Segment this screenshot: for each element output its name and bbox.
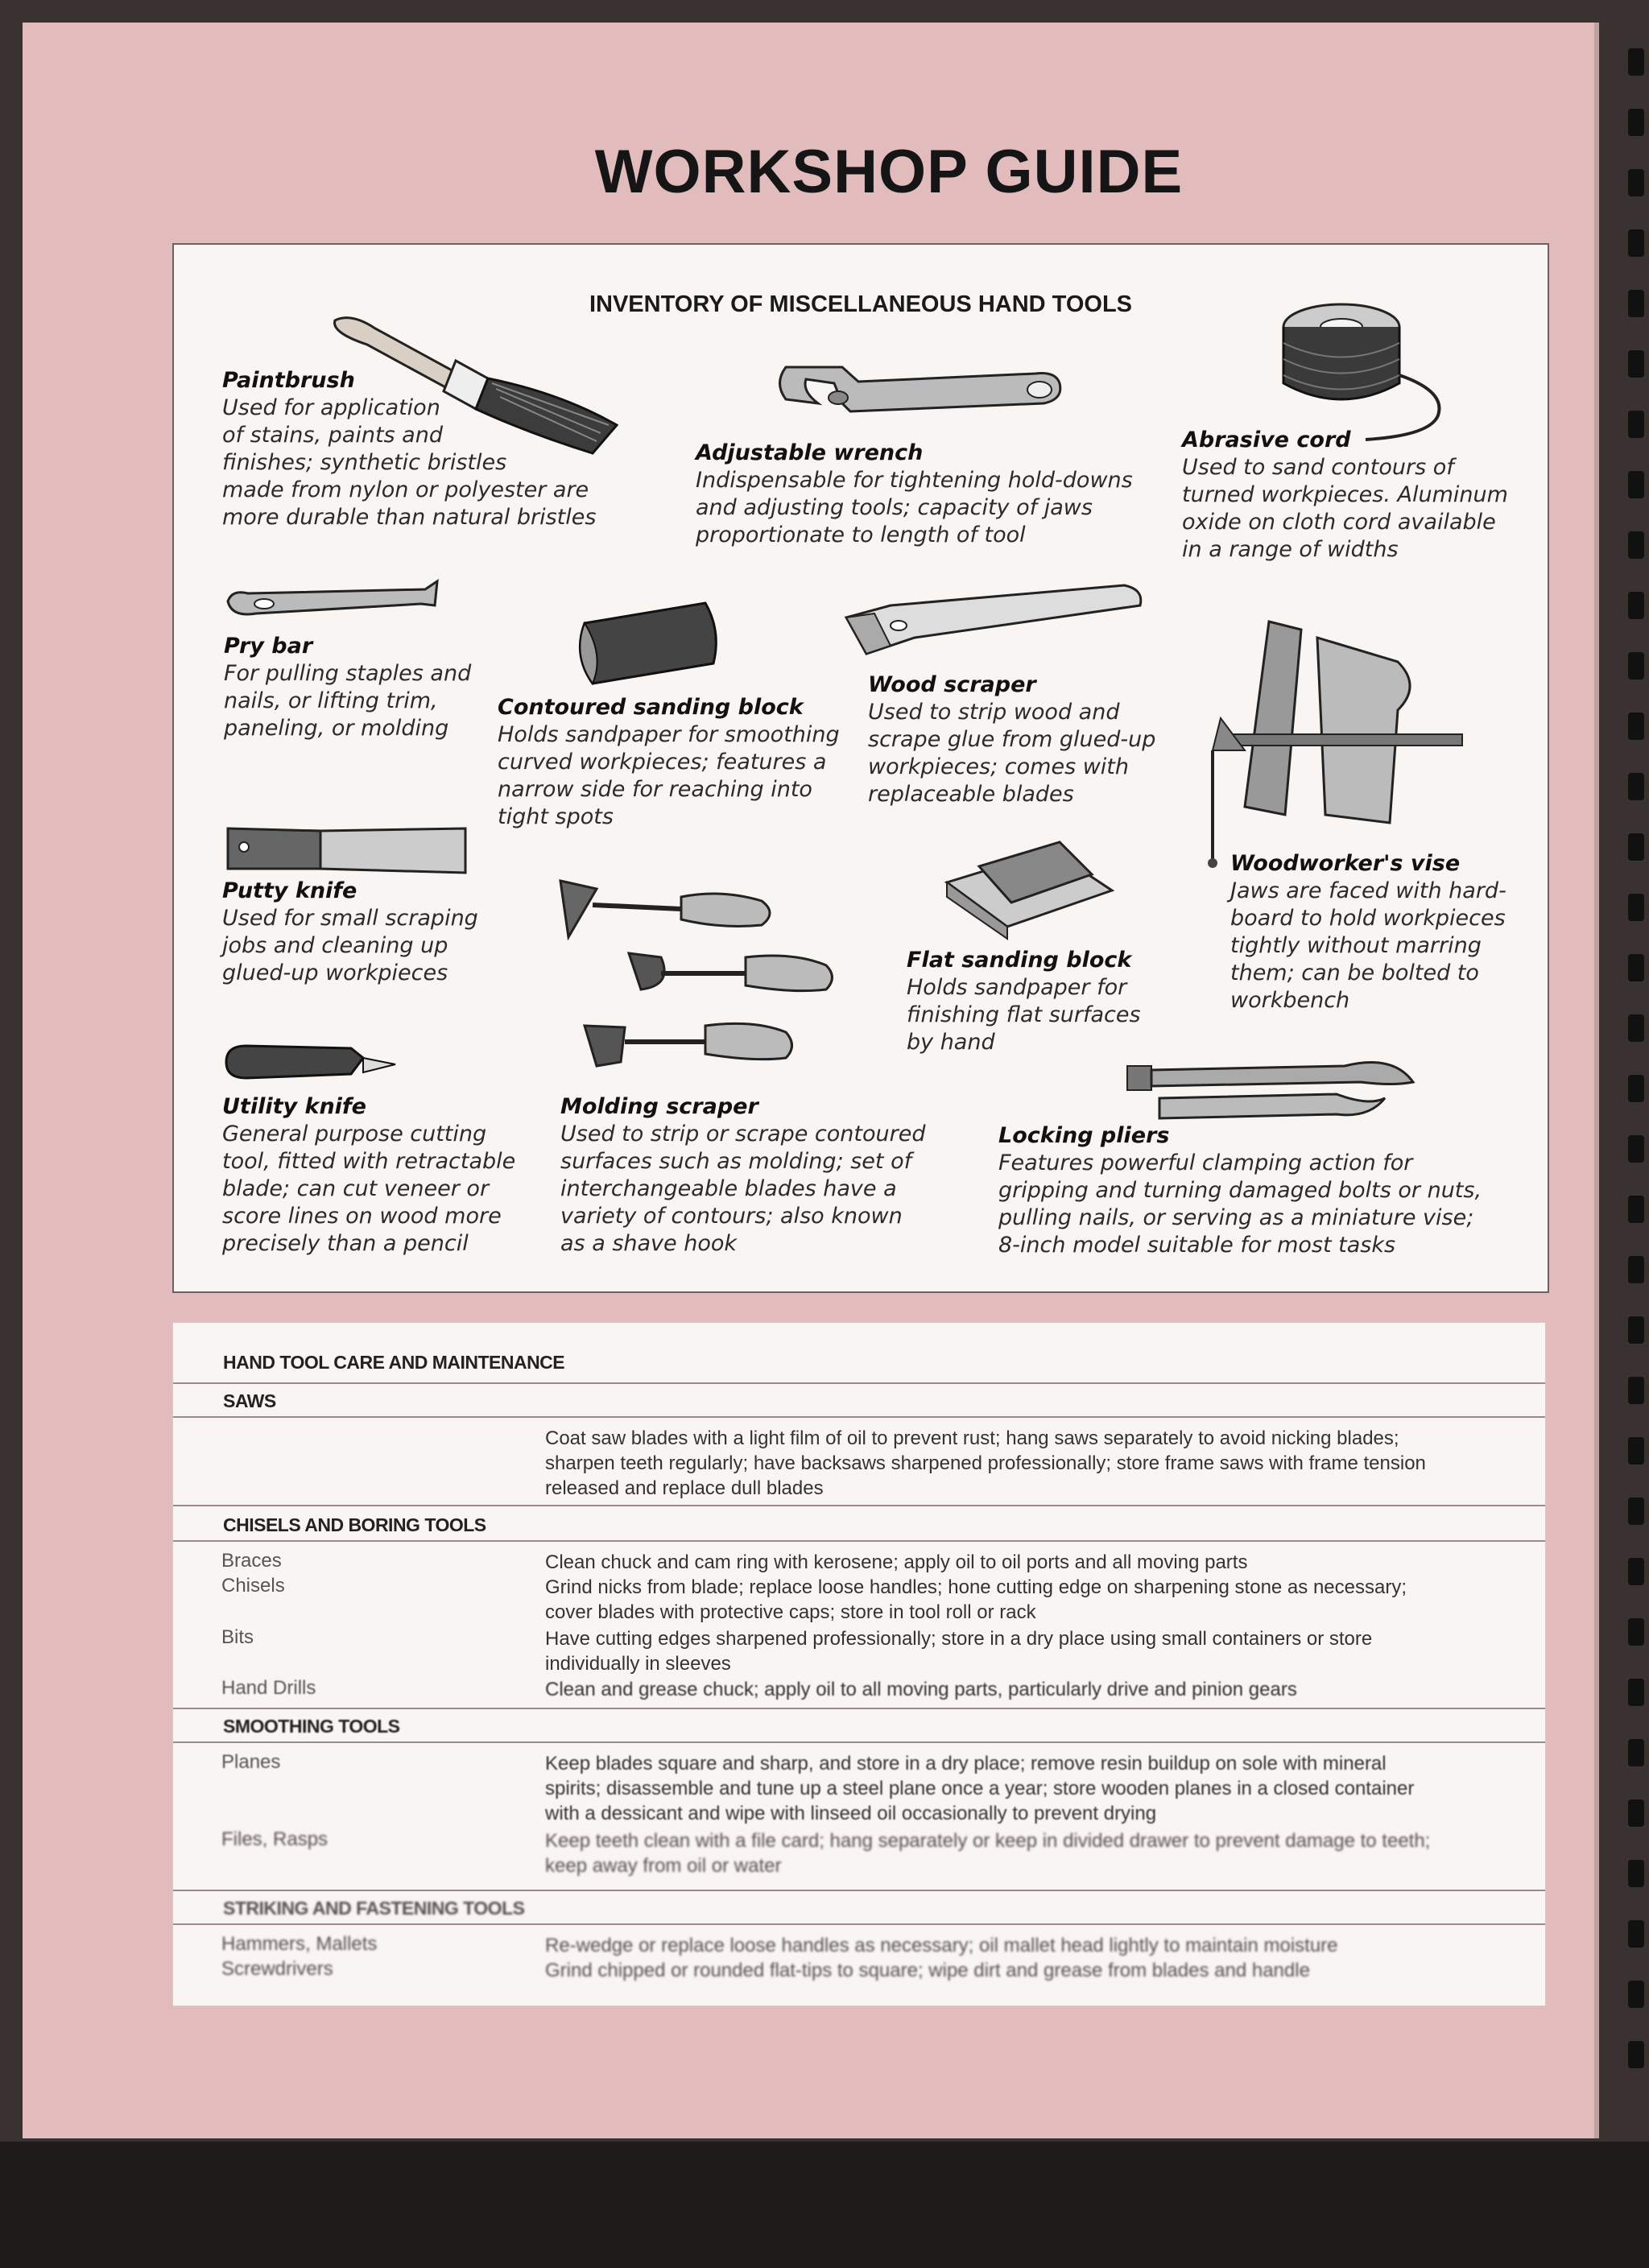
tool-abrasive-cord (1182, 427, 1508, 564)
tool-desc-line: Holds sandpaper for (907, 975, 1127, 1000)
tool-name: Abrasive cord (1182, 428, 1351, 452)
binding-ring (1628, 1860, 1644, 1887)
binding-ring (1628, 1014, 1644, 1042)
binding-ring (1628, 471, 1644, 498)
page-title: WORKSHOP GUIDE (594, 138, 1184, 206)
tool-adjustable-wrench (696, 440, 1133, 549)
care-line: cover blades with protective caps; store in tool roll or rack (545, 1601, 1036, 1623)
tool-wood-scraper (868, 671, 1155, 808)
binding-ring (1628, 1377, 1644, 1404)
tool-name: Contoured sanding block (498, 695, 804, 720)
care-line: sharpen teeth regularly; have backsaws sharpened professionally; store frame saws with frame tension (545, 1452, 1426, 1474)
tool-desc-line: turned workpieces. Aluminum (1182, 482, 1508, 507)
woodworkers-vise-illustration (1196, 613, 1470, 871)
tool-desc-line: workpieces; comes with (868, 754, 1129, 779)
tool-desc-line: board to hold workpieces (1230, 906, 1506, 931)
tool-desc-line: For pulling staples and (224, 661, 472, 686)
tool-desc-line: tool, fitted with retractable (222, 1149, 516, 1174)
desk-surface (0, 2142, 1649, 2268)
tool-desc-line: workbench (1230, 988, 1350, 1013)
binding-ring (1628, 1920, 1644, 1948)
care-text (545, 1828, 1519, 1878)
binding-ring (1628, 833, 1644, 861)
utility-knife-illustration (222, 1042, 399, 1082)
tool-desc-line: finishes; synthetic bristles (222, 450, 507, 475)
care-text (545, 1751, 1519, 1826)
tool-desc-line: interchangeable blades have a (560, 1176, 897, 1201)
binding-ring (1628, 1316, 1644, 1344)
tool-desc-line: variety of contours; also known (560, 1204, 903, 1229)
tool-desc-line: General purpose cutting (222, 1122, 487, 1146)
care-line: released and replace dull blades (545, 1477, 824, 1499)
wood-scraper-illustration (842, 581, 1148, 662)
tool-item: Planes (221, 1751, 281, 1773)
tool-woodworkers-vise (1230, 850, 1506, 1014)
putty-knife-illustration (224, 824, 473, 881)
binding-ring (1628, 1558, 1644, 1585)
contoured-sanding-block-illustration (568, 599, 729, 696)
flat-sanding-block-illustration (931, 842, 1116, 947)
binding-ring (1628, 1679, 1644, 1706)
tool-item: Bits (221, 1626, 254, 1648)
care-line: Coat saw blades with a light film of oil to prevent rust; hang saws separately to avoid nicking blades; (545, 1427, 1399, 1449)
tool-desc-line: narrow side for reaching into (498, 777, 812, 802)
binding-ring (1628, 1739, 1644, 1766)
binding-ring (1628, 592, 1644, 619)
binding-ring (1628, 1075, 1644, 1102)
tool-desc-line: Features powerful clamping action for (998, 1151, 1413, 1175)
binding-ring (1628, 290, 1644, 317)
tool-pry-bar (224, 633, 471, 742)
binding-ring (1628, 531, 1644, 559)
tool-desc-line: finishing flat surfaces (907, 1002, 1141, 1027)
table-title: HAND TOOL CARE AND MAINTENANCE (223, 1352, 565, 1373)
tool-desc-line: oxide on cloth cord available (1182, 510, 1496, 535)
binding-ring (1628, 350, 1644, 378)
care-maintenance-table (172, 1322, 1546, 2006)
tool-desc-line: pulling nails, or serving as a miniature vise; (998, 1205, 1474, 1230)
tool-name: Woodworker's vise (1230, 851, 1461, 876)
care-line: Clean chuck and cam ring with kerosene; apply oil to oil ports and all moving parts (545, 1551, 1248, 1573)
tool-desc-line: Used for small scraping (222, 906, 478, 931)
molding-scraper-illustration (560, 881, 858, 1090)
pry-bar-illustration (224, 581, 441, 630)
binding-ring (1628, 652, 1644, 680)
tool-desc-line: score lines on wood more (222, 1204, 502, 1229)
tool-desc-line: Used to strip wood and (868, 700, 1120, 725)
care-line: Keep blades square and sharp, and store in a dry place; remove resin buildup on sole with mineral (545, 1753, 1387, 1774)
tool-desc-line: made from nylon or polyester are (222, 477, 589, 502)
tool-desc-line: curved workpieces; features a (498, 750, 827, 775)
divider (173, 1923, 1545, 1925)
tool-molding-scraper (560, 1093, 925, 1258)
tool-desc-line: nails, or lifting trim, (224, 688, 438, 713)
divider (173, 1741, 1545, 1743)
tool-name: Utility knife (222, 1094, 366, 1119)
section-heading: STRIKING AND FASTENING TOOLS (223, 1898, 525, 1919)
care-line: Grind nicks from blade; replace loose handles; hone cutting edge on sharpening stone as necessary; (545, 1576, 1407, 1598)
care-text (545, 1626, 1519, 1676)
tool-putty-knife (222, 878, 478, 987)
section-heading: CHISELS AND BORING TOOLS (223, 1514, 486, 1535)
tool-name: Molding scraper (560, 1094, 758, 1119)
tool-desc-line: as a shave hook (560, 1231, 738, 1256)
tool-name: Adjustable wrench (696, 440, 924, 465)
care-line: individually in sleeves (545, 1653, 731, 1675)
adjustable-wrench-illustration (770, 359, 1068, 440)
care-text (545, 1575, 1519, 1625)
binding-ring (1628, 773, 1644, 800)
binding-ring (1628, 229, 1644, 257)
care-line: Re-wedge or replace loose handles as necessary; oil mallet head lightly to maintain moisture (545, 1935, 1338, 1956)
tool-desc-line: glued-up workpieces (222, 960, 448, 985)
section-heading: SAWS (223, 1390, 276, 1411)
tool-desc-line: precisely than a pencil (222, 1231, 469, 1256)
binding-ring (1628, 411, 1644, 438)
divider (173, 1382, 1545, 1384)
tool-desc-line: more durable than natural bristles (222, 505, 597, 530)
tool-name: Pry bar (224, 634, 313, 659)
binding-ring (1628, 954, 1644, 981)
tool-name: Locking pliers (998, 1123, 1170, 1148)
locking-pliers-illustration (1127, 1050, 1417, 1130)
tool-desc-line: Used to sand contours of (1182, 455, 1454, 480)
divider (173, 1890, 1545, 1891)
binding-ring (1628, 1799, 1644, 1827)
tool-desc-line: and adjusting tools; capacity of jaws (696, 495, 1093, 520)
binding-ring (1628, 109, 1644, 136)
tool-desc-line: jobs and cleaning up (222, 933, 448, 958)
care-line: Grind chipped or rounded flat-tips to square; wipe dirt and grease from blades and handle (545, 1960, 1310, 1981)
binding-ring (1628, 48, 1644, 76)
tool-item: Chisels (221, 1575, 285, 1597)
tool-desc-line: replaceable blades (868, 782, 1074, 807)
section-heading: SMOOTHING TOOLS (223, 1716, 400, 1737)
tool-desc-line: of stains, paints and (222, 423, 443, 448)
tool-desc-line: paneling, or molding (224, 716, 449, 741)
tool-desc-line: Indispensable for tightening hold-downs (696, 468, 1133, 493)
spiral-binding (1610, 48, 1649, 2109)
tool-name: Wood scraper (868, 672, 1036, 697)
tool-desc-line: by hand (907, 1030, 995, 1055)
binding-ring (1628, 1618, 1644, 1646)
care-line: Clean and grease chuck; apply oil to all moving parts, particularly drive and pinion gears (545, 1679, 1297, 1700)
tool-desc-line: Used to strip or scrape contoured (560, 1122, 926, 1146)
tool-paintbrush (222, 367, 596, 531)
inventory-title: INVENTORY OF MISCELLANEOUS HAND TOOLS (589, 291, 1133, 317)
tool-desc-line: gripping and turning damaged bolts or nuts, (998, 1178, 1482, 1203)
care-line: Have cutting edges sharpened professionally; store in a dry place using small containers or store (545, 1628, 1373, 1650)
tool-desc-line: surfaces such as molding; set of (560, 1149, 912, 1174)
tool-name: Paintbrush (222, 368, 355, 393)
tool-desc-line: proportionate to length of tool (696, 523, 1026, 547)
tool-item: Hand Drills (221, 1677, 316, 1699)
tool-desc-line: tight spots (498, 804, 614, 829)
tool-desc-line: in a range of widths (1182, 537, 1399, 562)
tool-utility-knife (222, 1093, 515, 1258)
binding-ring (1628, 1981, 1644, 2008)
tool-flat-sanding-block (907, 947, 1141, 1056)
care-line: keep away from oil or water (545, 1855, 782, 1877)
tool-desc-line: 8-inch model suitable for most tasks (998, 1233, 1396, 1258)
binding-ring (1628, 1196, 1644, 1223)
tool-inventory-panel (172, 243, 1549, 1293)
tool-locking-pliers (998, 1122, 1482, 1259)
tool-desc-line: them; can be bolted to (1230, 960, 1479, 985)
divider (173, 1416, 1545, 1418)
tool-desc-line: blade; can cut veneer or (222, 1176, 490, 1201)
binding-ring (1628, 2041, 1644, 2068)
tool-contoured-sanding-block (498, 694, 840, 831)
tool-desc-line: scrape glue from glued-up (868, 727, 1156, 752)
binding-ring (1628, 1256, 1644, 1283)
binding-ring (1628, 1437, 1644, 1464)
care-text (545, 1426, 1519, 1501)
binding-ring (1628, 1498, 1644, 1525)
tool-item: Files, Rasps (221, 1828, 329, 1850)
care-line: with a dessicant and wipe with linseed oil occasionally to prevent drying (545, 1803, 1157, 1824)
tool-item: Screwdrivers (221, 1958, 333, 1980)
care-line: Keep teeth clean with a file card; hang separately or keep in divided drawer to prevent damage to teeth; (545, 1830, 1431, 1852)
tool-desc-line: Holds sandpaper for smoothing (498, 722, 840, 747)
tool-desc-line: Used for application (222, 395, 440, 420)
tool-desc-line: Jaws are faced with hard- (1230, 878, 1506, 903)
tool-name: Putty knife (222, 878, 357, 903)
tool-desc-line: tightly without marring (1230, 933, 1482, 958)
tool-item: Hammers, Mallets (221, 1933, 378, 1955)
tool-name: Flat sanding block (907, 948, 1132, 973)
binding-ring (1628, 894, 1644, 921)
tool-item: Braces (221, 1550, 282, 1572)
care-line: spirits; disassemble and tune up a steel plane once a year; store wooden planes in a closed container (545, 1778, 1415, 1799)
binding-ring (1628, 713, 1644, 740)
binding-ring (1628, 1135, 1644, 1163)
divider (173, 1708, 1545, 1709)
divider (173, 1505, 1545, 1506)
divider (173, 1540, 1545, 1542)
